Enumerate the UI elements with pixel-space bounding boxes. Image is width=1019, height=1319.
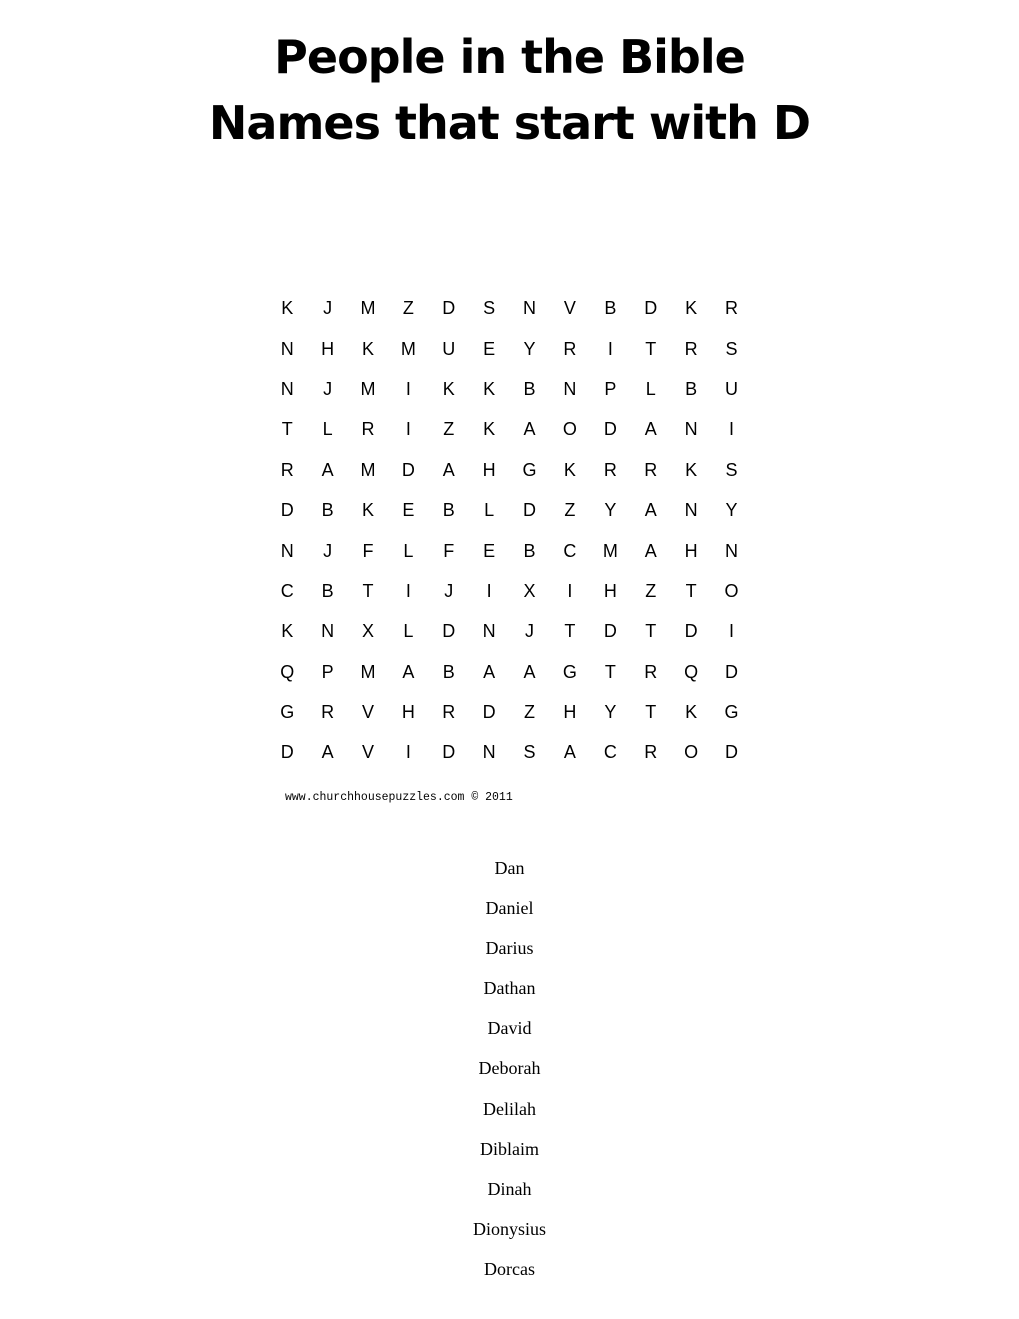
grid-letter: V	[563, 298, 576, 319]
grid-letter: C	[280, 580, 294, 601]
grid-letter: M	[360, 378, 376, 399]
grid-letter: I	[405, 580, 411, 601]
grid-letter: Z	[402, 298, 414, 319]
grid-row	[267, 732, 752, 772]
grid-letter: D	[401, 459, 415, 480]
grid-letter: A	[523, 661, 536, 682]
copyright-notice: www.churchhousepuzzles.com © 2011	[285, 791, 513, 804]
grid-row	[267, 652, 752, 692]
grid-letter: R	[644, 459, 658, 480]
grid-letter: U	[442, 338, 456, 359]
grid-letter: K	[442, 378, 455, 399]
grid-letter: R	[361, 419, 375, 440]
word-list-item: Diblaim	[480, 1138, 539, 1159]
grid-letter: I	[486, 580, 492, 601]
grid-letter: N	[684, 500, 698, 521]
grid-letter: M	[360, 661, 376, 682]
grid-letter: M	[360, 298, 376, 319]
grid-letter: D	[523, 500, 537, 521]
grid-row	[267, 571, 752, 611]
grid-letter: D	[442, 298, 456, 319]
grid-letter: D	[603, 419, 617, 440]
grid-letter: Z	[645, 580, 657, 601]
grid-letter: I	[405, 419, 411, 440]
grid-letter: N	[724, 540, 738, 561]
grid-letter: D	[684, 621, 698, 642]
grid-letter: Y	[604, 500, 617, 521]
grid-letter: B	[523, 378, 536, 399]
grid-letter: K	[281, 298, 294, 319]
word-list-item: Dathan	[483, 978, 536, 999]
grid-letter: F	[443, 540, 455, 561]
grid-letter: O	[684, 742, 699, 763]
grid-letter: I	[728, 621, 734, 642]
grid-letter: P	[321, 661, 334, 682]
grid-letter: S	[725, 459, 738, 480]
grid-letter: N	[280, 338, 294, 359]
grid-letter: T	[645, 338, 657, 359]
grid-letter: C	[563, 540, 577, 561]
grid-letter: I	[728, 419, 734, 440]
grid-letter: I	[405, 378, 411, 399]
grid-letter: R	[644, 742, 658, 763]
grid-letter: A	[644, 540, 657, 561]
grid-letter: H	[684, 540, 698, 561]
grid-letter: T	[564, 621, 576, 642]
grid-letter: S	[523, 742, 536, 763]
grid-letter: D	[482, 702, 496, 723]
grid-letter: Z	[524, 702, 536, 723]
grid-letter: T	[362, 580, 374, 601]
grid-letter: I	[567, 580, 573, 601]
grid-letter: A	[442, 459, 455, 480]
grid-letter: G	[724, 702, 739, 723]
grid-letter: K	[361, 500, 374, 521]
grid-letter: R	[321, 702, 335, 723]
grid-letter: B	[442, 500, 455, 521]
grid-letter: A	[644, 500, 657, 521]
puzzle-title-line-2: Names that start with D	[208, 96, 811, 150]
word-list-item: Deborah	[478, 1058, 541, 1079]
grid-letter: H	[482, 459, 496, 480]
grid-row	[267, 692, 752, 732]
grid-letter: M	[360, 459, 376, 480]
grid-letter: Y	[604, 702, 617, 723]
grid-row	[267, 611, 752, 651]
grid-letter: A	[523, 419, 536, 440]
grid-letter: K	[361, 338, 374, 359]
grid-letter: V	[361, 742, 374, 763]
grid-letter: A	[402, 661, 415, 682]
grid-letter: J	[323, 378, 333, 399]
grid-letter: T	[685, 580, 697, 601]
grid-letter: T	[645, 621, 657, 642]
grid-letter: A	[644, 419, 657, 440]
grid-letter: T	[645, 702, 657, 723]
grid-letter: N	[684, 419, 698, 440]
grid-letter: D	[644, 298, 658, 319]
grid-letter: K	[483, 419, 496, 440]
grid-row	[267, 490, 752, 530]
grid-letter: N	[563, 378, 577, 399]
grid-letter: K	[281, 621, 294, 642]
grid-letter: B	[321, 580, 334, 601]
grid-letter: D	[724, 661, 738, 682]
grid-letter: N	[523, 298, 537, 319]
grid-letter: A	[321, 459, 334, 480]
grid-letter: J	[323, 540, 333, 561]
grid-letter: A	[321, 742, 334, 763]
word-list	[0, 855, 1019, 1296]
grid-row	[267, 450, 752, 490]
grid-letter: C	[603, 742, 617, 763]
grid-letter: D	[603, 621, 617, 642]
grid-letter: K	[685, 702, 698, 723]
grid-letter: A	[563, 742, 576, 763]
grid-letter: X	[361, 621, 374, 642]
grid-letter: B	[685, 378, 698, 399]
grid-letter: R	[603, 459, 617, 480]
grid-letter: S	[483, 298, 496, 319]
grid-row	[267, 328, 752, 368]
grid-letter: D	[442, 621, 456, 642]
grid-row	[267, 530, 752, 570]
word-list-item: Dinah	[487, 1178, 532, 1199]
grid-letter: K	[483, 378, 496, 399]
grid-letter: Q	[280, 661, 295, 682]
grid-letter: M	[400, 338, 416, 359]
grid-letter: D	[724, 742, 738, 763]
grid-letter: L	[403, 540, 414, 561]
grid-letter: H	[563, 702, 577, 723]
puzzle-title-line-1: People in the Bible	[274, 30, 745, 84]
grid-letter: R	[563, 338, 577, 359]
grid-letter: U	[724, 378, 738, 399]
grid-letter: I	[405, 742, 411, 763]
grid-letter: B	[604, 298, 617, 319]
grid-letter: K	[685, 298, 698, 319]
word-list-item: Daniel	[485, 898, 534, 919]
grid-row	[267, 409, 752, 449]
word-list-item: David	[487, 1018, 532, 1039]
grid-letter: K	[685, 459, 698, 480]
grid-letter: J	[444, 580, 454, 601]
grid-letter: R	[684, 338, 698, 359]
grid-letter: B	[523, 540, 536, 561]
grid-letter: A	[483, 661, 496, 682]
grid-letter: O	[724, 580, 739, 601]
grid-letter: Z	[443, 419, 455, 440]
grid-letter: I	[607, 338, 613, 359]
grid-letter: Y	[523, 338, 536, 359]
grid-letter: B	[321, 500, 334, 521]
grid-row	[267, 288, 752, 328]
grid-letter: G	[522, 459, 537, 480]
grid-letter: N	[321, 621, 335, 642]
word-list-item: Dan	[494, 858, 525, 878]
grid-letter: H	[401, 702, 415, 723]
grid-letter: H	[603, 580, 617, 601]
grid-letter: N	[482, 621, 496, 642]
grid-letter: O	[562, 419, 577, 440]
word-list-item: Darius	[485, 938, 534, 959]
grid-letter: H	[321, 338, 335, 359]
word-list-item: Dionysius	[472, 1218, 546, 1239]
grid-letter: L	[322, 419, 333, 440]
grid-letter: E	[483, 540, 496, 561]
grid-letter: T	[604, 661, 616, 682]
grid-letter: R	[280, 459, 294, 480]
grid-letter: R	[442, 702, 456, 723]
grid-letter: R	[724, 298, 738, 319]
grid-letter: J	[323, 298, 333, 319]
grid-letter: K	[563, 459, 576, 480]
grid-letter: F	[362, 540, 374, 561]
grid-letter: S	[725, 338, 738, 359]
grid-letter: D	[442, 742, 456, 763]
grid-letter: L	[403, 621, 414, 642]
word-search-grid	[267, 288, 752, 773]
grid-letter: R	[644, 661, 658, 682]
grid-letter: D	[280, 742, 294, 763]
grid-letter: Y	[725, 500, 738, 521]
grid-letter: N	[280, 378, 294, 399]
grid-row	[267, 369, 752, 409]
grid-letter: Q	[684, 661, 699, 682]
grid-letter: D	[280, 500, 294, 521]
word-list-item: Delilah	[483, 1098, 536, 1119]
grid-letter: N	[482, 742, 496, 763]
grid-letter: M	[602, 540, 618, 561]
grid-letter: B	[442, 661, 455, 682]
grid-letter: P	[604, 378, 617, 399]
grid-letter: G	[280, 702, 295, 723]
word-list-item: Dorcas	[484, 1258, 535, 1279]
grid-letter: N	[280, 540, 294, 561]
grid-letter: J	[525, 621, 535, 642]
grid-letter: V	[361, 702, 374, 723]
grid-letter: T	[281, 419, 293, 440]
grid-letter: G	[562, 661, 577, 682]
grid-letter: E	[402, 500, 415, 521]
grid-letter: E	[483, 338, 496, 359]
grid-letter: L	[645, 378, 656, 399]
grid-letter: L	[484, 500, 495, 521]
grid-letter: X	[523, 580, 536, 601]
grid-letter: Z	[564, 500, 576, 521]
